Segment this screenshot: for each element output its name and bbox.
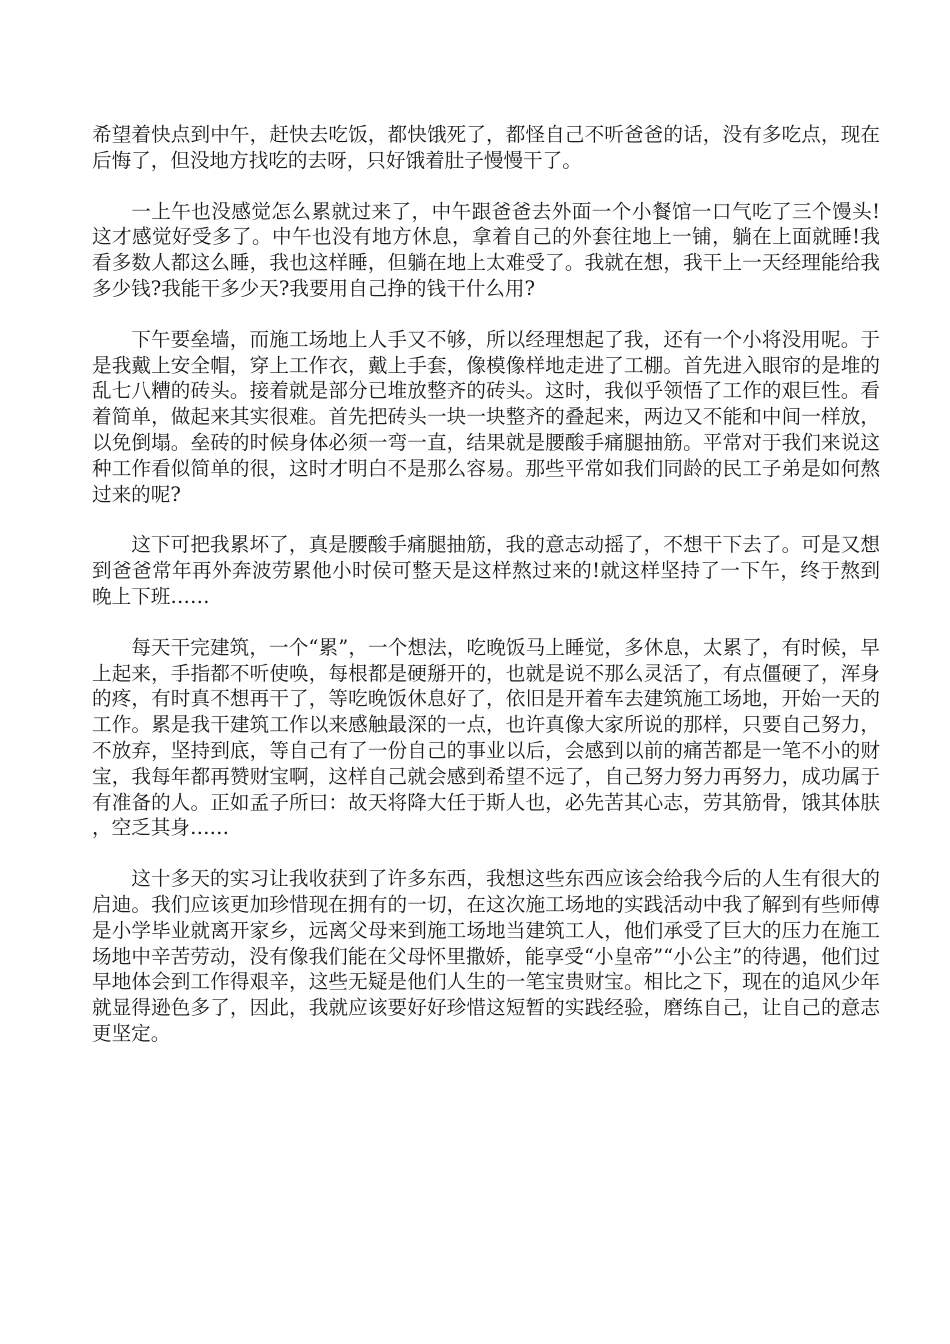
paragraph-2: 一上午也没感觉怎么累就过来了，中午跟爸爸去外面一个小餐馆一口气吃了三个馒头!这才感觉好受多了。中午也没有地方休息，拿着自己的外套往地上一铺，躺在上面就睡!我看多数人都这么睡，我也这样睡，但躺在地上太难受了。我就在想，我干上一天经理能给我多少钱?我能干多少天?我要用自己挣的钱干什么用? [92,199,880,300]
paragraph-6: 这十多天的实习让我收获到了许多东西，我想这些东西应该会给我今后的人生有很大的启迪。我们应该更加珍惜现在拥有的一切，在这次施工场地的实践活动中我了解到有些师傅是小学毕业就离开家乡，远离父母来到施工场地当建筑工人，他们承受了巨大的压力在施工场地中辛苦劳动，没有像我们能在父母怀里撒娇，能享受“小皇帝”“小公主”的待遇，他们过早地体会到工作得艰辛，这些无疑是他们人生的一笔宝贵财宝。相比之下，现在的追风少年就显得逊色多了，因此，我就应该要好好珍惜这短暂的实践经验，磨练自己，让自己的意志更坚定。 [92,867,880,1045]
paragraph-1: 希望着快点到中午，赶快去吃饭，都快饿死了，都怪自己不听爸爸的话，没有多吃点，现在后悔了，但没地方找吃的去呀，只好饿着肚子慢慢干了。 [92,123,880,172]
document-body [92,122,880,1072]
paragraph-3: 下午要垒墙，而施工场地上人手又不够，所以经理想起了我，还有一个小将没用呢。于是我戴上安全帽，穿上工作衣，戴上手套，像模像样地走进了工棚。首先进入眼帘的是堆的乱七八糟的砖头。接着就是部分已堆放整齐的砖头。这时，我似乎领悟了工作的艰巨性。看着简单，做起来其实很难。首先把砖头一块一块整齐的叠起来，两边又不能和中间一样放，以免倒塌。垒砖的时候身体必须一弯一直，结果就是腰酸手痛腿抽筋。平常对于我们来说这种工作看似简单的很，这时才明白不是那么容易。那些平常如我们同龄的民工子弟是如何熬过来的呢? [92,327,880,506]
paragraph-5: 每天干完建筑，一个“累”，一个想法，吃晚饭马上睡觉，多休息，太累了，有时候，早上起来，手指都不听使唤，每根都是硬掰开的，也就是说不那么灵活了，有点僵硬了，浑身的疼，有时真不想再干了，等吃晚饭休息好了，依旧是开着车去建筑施工场地，开始一天的工作。累是我干建筑工作以来感触最深的一点，也许真像大家所说的那样，只要自己努力，不放弃，坚持到底，等自己有了一份自己的事业以后，会感到以前的痛苦都是一笔不小的财宝，我每年都再赞财宝啊，这样自己就会感到希望不远了，自己努力努力再努力，成功属于有准备的人。正如孟子所曰：故天将降大任于斯人也，必先苦其心志，劳其筋骨，饿其体肤，空乏其身…… [92,635,880,840]
paragraph-4: 这下可把我累坏了，真是腰酸手痛腿抽筋，我的意志动摇了，不想干下去了。可是又想到爸爸常年再外奔波劳累他小时侯可整天是这样熬过来的!就这样坚持了一下午，终于熬到晚上下班…… [92,533,880,608]
